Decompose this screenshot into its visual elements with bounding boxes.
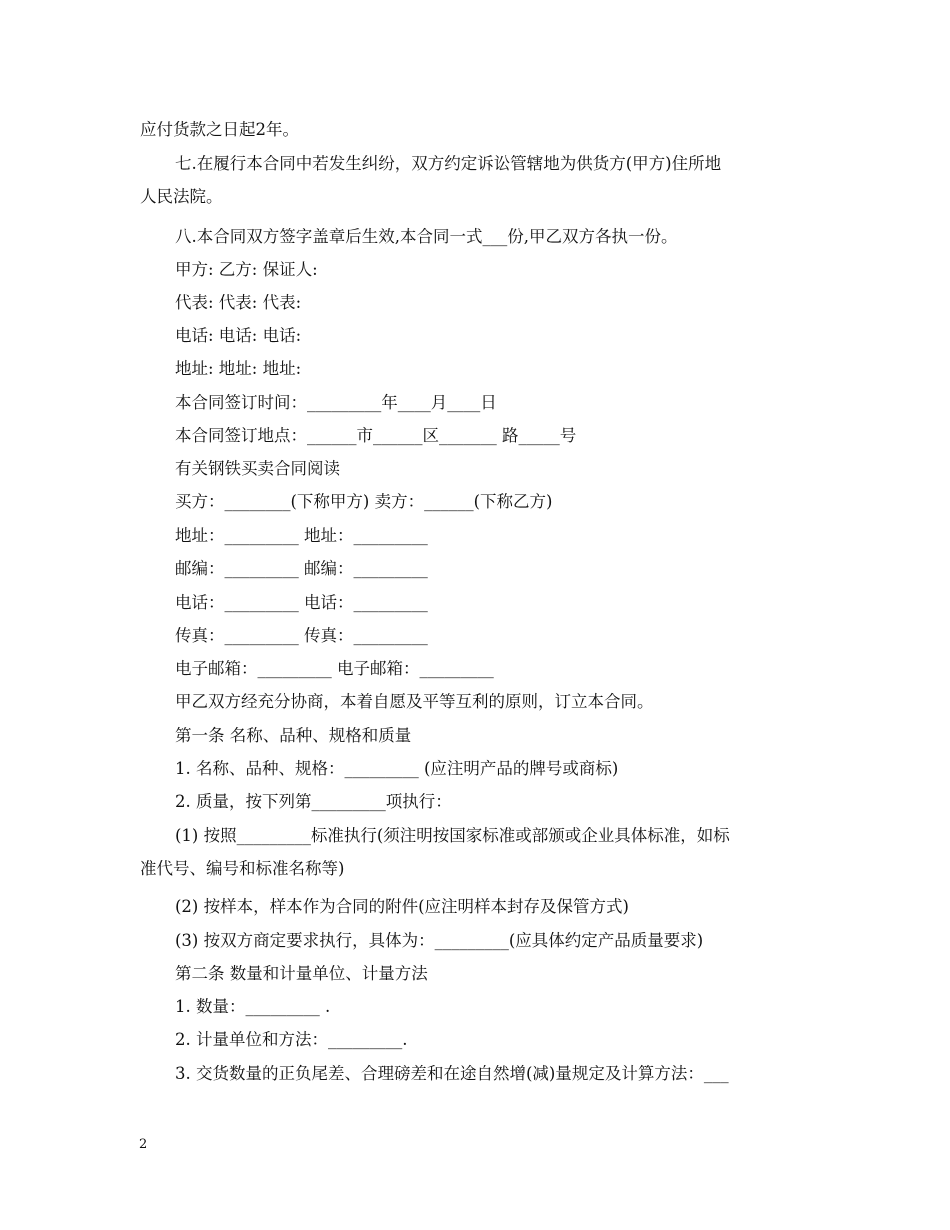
text-line: (3) 按双方商定要求执行，具体为：_________(应具体约定产品质量要求) [175,931,704,950]
text-line: 第二条 数量和计量单位、计量方法 [175,964,428,983]
text-line: 买方：________(下称甲方) 卖方：______(下称乙方) [175,492,553,511]
text-line: 七.在履行本合同中若发生纠纷，双方约定诉讼管辖地为供货方(甲方)住所地 [175,154,722,173]
text-line: 电话: 电话: 电话: [175,326,302,345]
text-line: 传真：_________ 传真：_________ [175,626,428,645]
text-line: (1) 按照_________标准执行(须注明按国家标准或部颁或企业具体标准，如标 [175,826,730,845]
text-line: 代表: 代表: 代表: [175,293,302,312]
text-line: 本合同签订时间：_________年____月____日 [175,393,497,412]
text-line: 地址: 地址: 地址: [175,359,302,378]
text-line: 第一条 名称、品种、规格和质量 [175,726,412,745]
text-line: 地址：_________ 地址：_________ [175,526,428,545]
text-line: 本合同签订地点：______市______区_______ 路_____号 [175,426,577,445]
text-line: 人民法院。 [140,187,223,206]
text-line: 甲方: 乙方: 保证人: [175,260,318,279]
text-line: 1. 数量：_________ . [175,997,331,1016]
text-line: 3. 交货数量的正负尾差、合理磅差和在途自然增(减)量规定及计算方法：___ [175,1064,729,1083]
text-line: 2. 计量单位和方法：_________. [175,1030,408,1049]
text-line: 邮编：_________ 邮编：_________ [175,559,428,578]
text-line: 有关钢铁买卖合同阅读 [175,459,340,478]
text-line: 甲乙双方经充分协商，本着自愿及平等互利的原则，订立本合同。 [175,692,654,711]
text-line: 应付货款之日起2年。 [140,120,299,139]
text-line: 八.本合同双方签字盖章后生效,本合同一式___份,甲乙双方各执一份。 [175,227,678,246]
page-number: 2 [139,1137,148,1152]
text-line: 电子邮箱：_________ 电子邮箱：_________ [175,659,494,678]
text-line: (2) 按样本，样本作为合同的附件(应注明样本封存及保管方式) [175,897,629,916]
text-line: 准代号、编号和标准名称等) [140,859,345,878]
text-line: 电话：_________ 电话：_________ [175,593,428,612]
text-line: 2. 质量，按下列第_________项执行： [175,792,452,811]
text-line: 1. 名称、品种、规格：_________ (应注明产品的牌号或商标) [175,759,619,778]
